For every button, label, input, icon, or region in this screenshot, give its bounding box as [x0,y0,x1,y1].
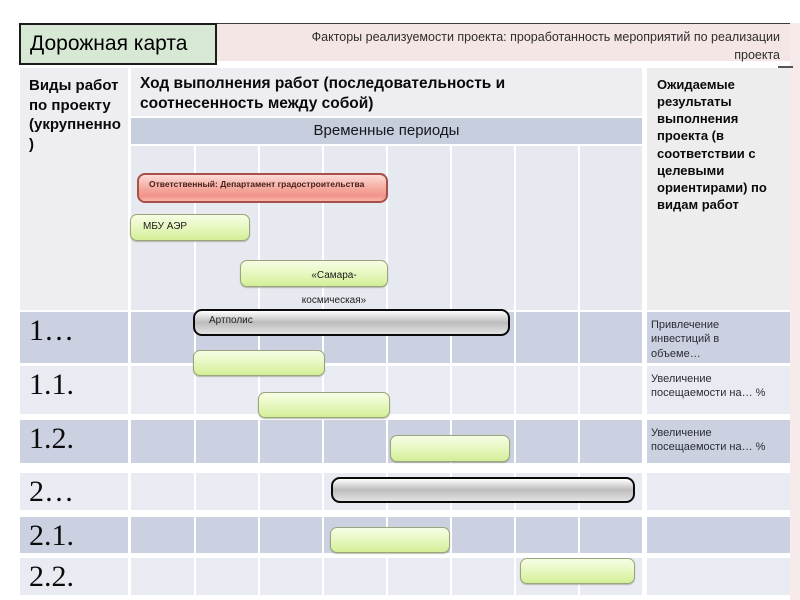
work-types-header: Виды работ по проекту (укрупненно) [20,68,128,310]
bar-task-1 [193,350,325,376]
bar-task-2-1 [330,527,450,553]
factors-banner [217,23,790,61]
grid-line [578,146,580,595]
grid-line [450,146,452,595]
row-label: 1.2. [29,422,74,455]
row-label: 1… [29,314,74,347]
result-cell-1-1: Увеличение посещаемости на… % [651,373,766,400]
bar-task-2 [331,477,635,503]
page-title [19,23,217,65]
bar-samara-label: «Самара- космическая» [301,270,367,306]
row-label: 2.2. [29,560,74,593]
time-periods-band: Временные периоды [131,118,642,144]
page-right-margin [790,23,800,600]
row-label: 2.1. [29,519,74,552]
result-cell-1-2: Увеличение посещаемости на… % [651,427,766,454]
table-row-2-2 [20,558,790,595]
row-label: 1.1. [29,368,74,401]
page-title-label: Дорожная карта [30,32,188,55]
bar-samara-kosmicheskaya [240,260,388,306]
result-cell-1: Привлечение инвестиций в объеме… [651,319,720,360]
bar-responsible-department: Ответственный: Департамент градостроительства [137,173,388,203]
factors-text: Факторы реализуемости проекта: проработанность мероприятий по реализации проекта [311,30,780,62]
bar-artpolis: Артполис [193,309,510,336]
bar-task-2-2 [520,558,635,584]
column-gap-right [642,68,647,595]
bar-task-1-2 [390,435,510,462]
bar-task-1-1 [258,392,390,418]
grid-line [514,146,516,595]
row-label: 2… [29,475,74,508]
progress-header: Ход выполнения работ (последовательность и соотнесенность между собой) [131,68,642,116]
column-gap-left [128,68,131,595]
results-header: Ожидаемые результаты выполнения проекта (в соответствии с целевыми ориентирами) по видам работ [647,68,790,310]
bar-mbu-aer: МБУ АЭР [130,214,250,241]
